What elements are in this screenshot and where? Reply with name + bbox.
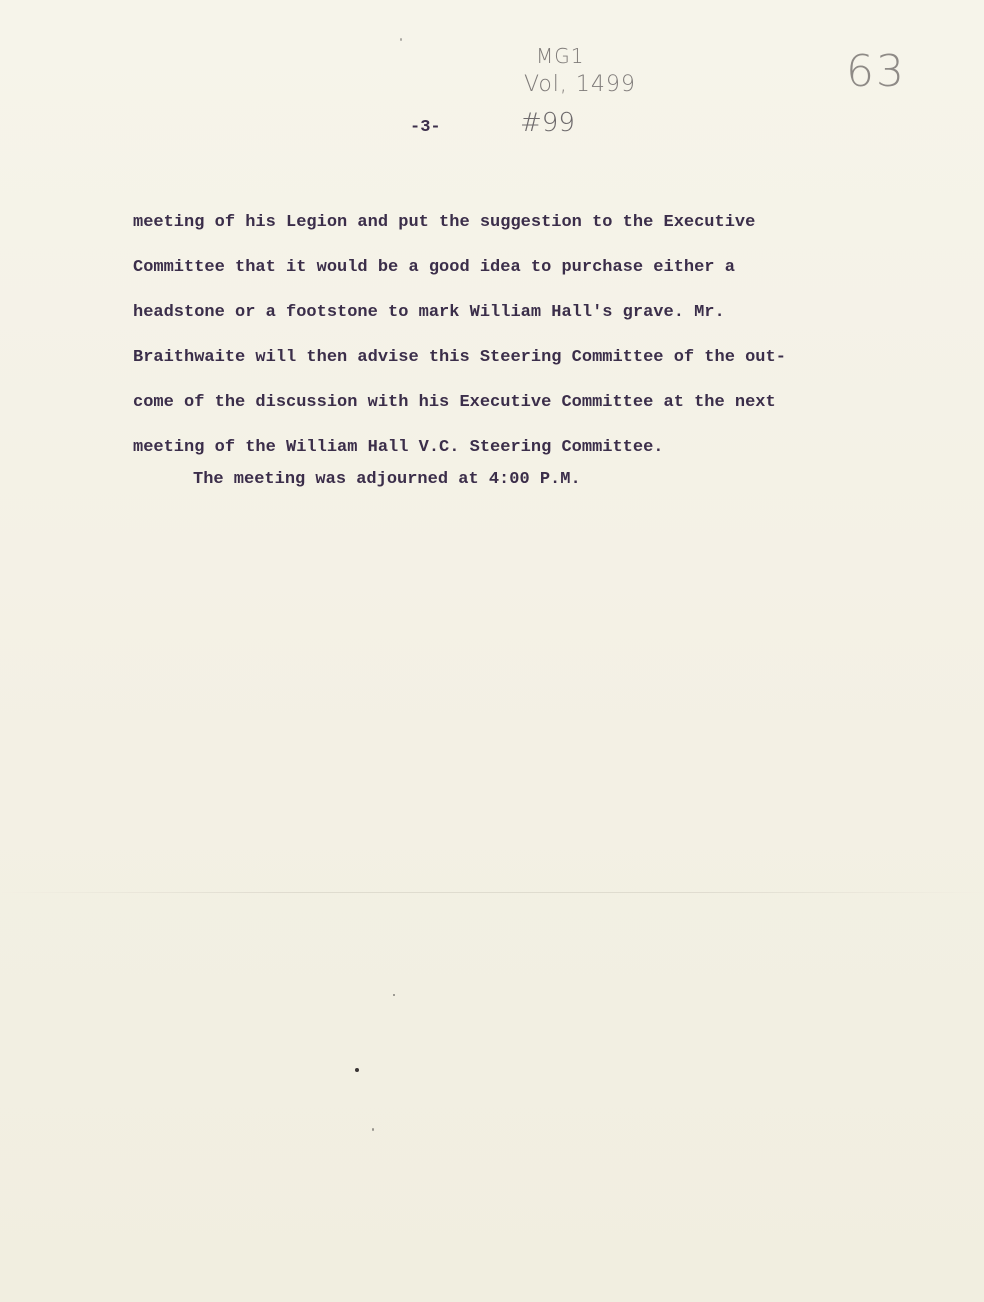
body-line: meeting of his Legion and put the suggestion to the Executive	[133, 213, 756, 232]
body-line: meeting of the William Hall V.C. Steering Committee.	[133, 438, 664, 457]
body-line: Committee that it would be a good idea to purchase either a	[133, 258, 735, 277]
body-line: Braithwaite will then advise this Steering Committee of the out-	[133, 348, 786, 367]
volume-annotation: Vol, 1499	[524, 72, 636, 97]
paper-speck	[355, 1068, 359, 1072]
body-paragraph	[133, 200, 923, 470]
paper-speck	[372, 1128, 374, 1131]
folio-number-annotation: 63	[846, 46, 906, 97]
paper-speck	[393, 994, 395, 996]
page-number: -3-	[410, 118, 441, 137]
adjournment-line: The meeting was adjourned at 4:00 P.M.	[193, 470, 581, 489]
paper-speck	[400, 38, 402, 41]
body-line: headstone or a footstone to mark William Hall's grave. Mr.	[133, 303, 725, 322]
body-line: come of the discussion with his Executive Committee at the next	[133, 393, 776, 412]
item-number-annotation: #99	[520, 108, 575, 138]
archive-reference-annotation: MG1	[536, 44, 585, 68]
paper-fold-line	[0, 892, 984, 893]
